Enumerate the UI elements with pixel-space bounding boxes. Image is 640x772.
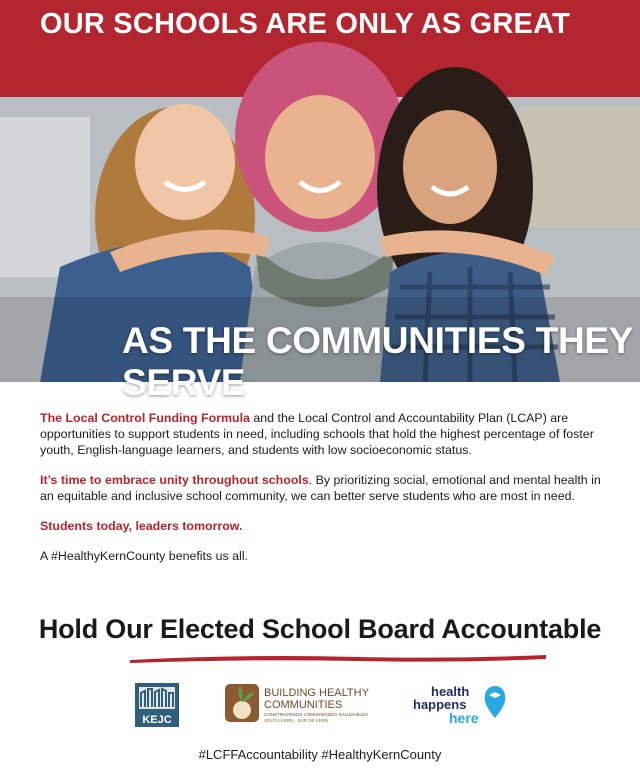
bhc-tagline: CONSTRUYENDO COMUNIDADES SALUDABLES <box>264 712 369 717</box>
unity-highlight: It’s time to embrace unity throughout schools <box>40 473 309 487</box>
bhc-logo <box>224 680 384 726</box>
headline-top: OUR SCHOOLS ARE ONLY AS GREAT <box>40 8 571 40</box>
bhc-line1: BUILDING HEALTHY <box>264 687 369 699</box>
lcff-text: and the Local Control and Accountability Plan (LCAP) are opportunities to support students in need, including schools that hold the highest percentage of foster youth, English-language learners, and students with low socioeconomic status. <box>40 411 594 457</box>
bhc-line2: COMMUNITIES <box>264 699 343 711</box>
bhc-region: SOUTH KERN · SUR DE KERN <box>264 718 329 723</box>
hhh-word1: health <box>431 684 470 699</box>
kejc-logo <box>135 683 179 727</box>
hhh-word2: happens <box>413 697 467 712</box>
hhh-emblem <box>413 680 523 726</box>
kejc-emblem <box>135 683 179 727</box>
call-to-action: Hold Our Elected School Board Accountable <box>38 614 602 644</box>
paragraph-healthy-kern <box>40 548 610 564</box>
unity-text: . By prioritizing social, emotional and mental health in an equitable and inclusive school community, we can better serve students who are most in need. <box>40 473 601 503</box>
location-pin-icon <box>485 686 506 718</box>
healthy-kern-text: A #HealthyKernCounty benefits us all. <box>40 549 249 563</box>
paragraph-students <box>40 518 610 534</box>
headline-bottom: AS THE COMMUNITIES THEY SERVE <box>122 320 633 403</box>
footer-hashtags: #LCFFAccountability #HealthyKernCounty <box>198 747 442 762</box>
students-highlight: Students today, leaders tomorrow. <box>40 519 243 533</box>
brush-underline <box>128 651 548 665</box>
health-happens-here-logo <box>413 680 523 726</box>
paragraph-lcff <box>40 410 610 458</box>
kejc-label: KEJC <box>142 714 172 726</box>
body-copy <box>40 410 610 578</box>
hhh-word3: here <box>449 710 479 726</box>
bhc-emblem <box>224 680 384 726</box>
paragraph-unity <box>40 472 610 504</box>
lcff-highlight: The Local Control Funding Formula <box>40 411 250 425</box>
